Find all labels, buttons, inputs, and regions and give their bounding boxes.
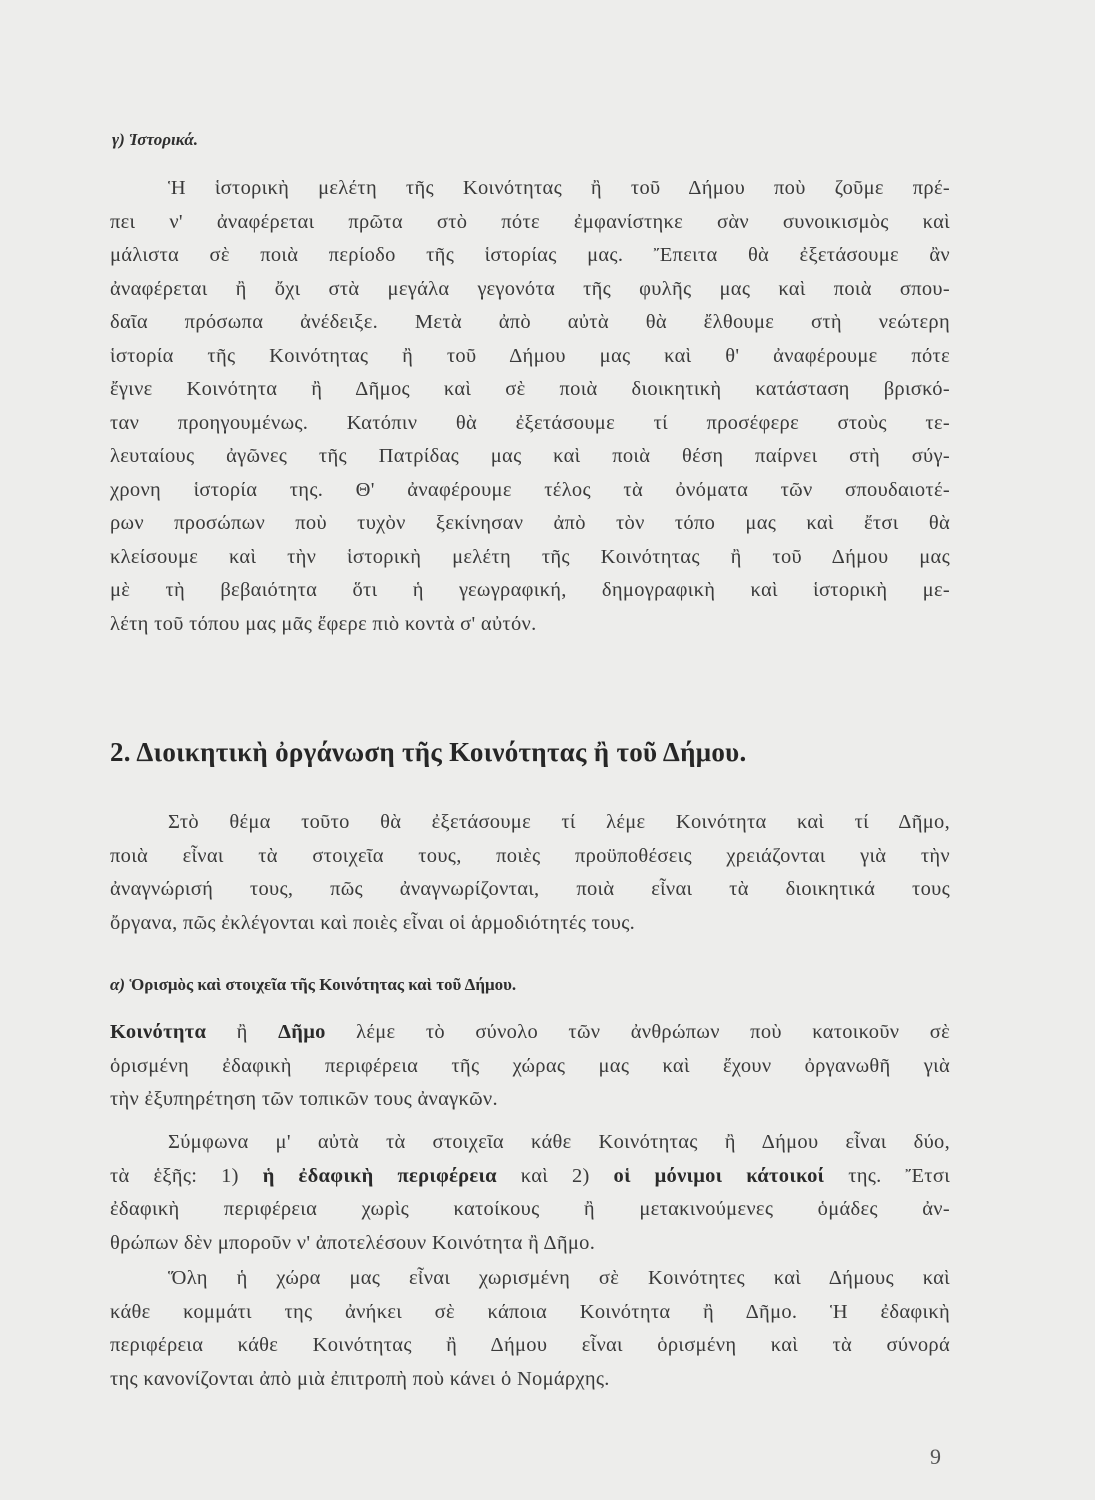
elements-paragraph bbox=[110, 1126, 950, 1260]
text-line: λευταίους ἀγῶνες τῆς Πατρίδας μας καὶ ποιὰ θέση παίρνει στὴ σύγ- bbox=[110, 445, 950, 467]
text-line: μὲ τὴ βεβαιότητα ὅτι ἡ γεωγραφική, δημογραφικὴ καὶ ἱστορικὴ με- bbox=[110, 579, 950, 601]
section-label: γ) bbox=[112, 130, 125, 149]
intro-paragraph bbox=[110, 806, 950, 940]
text-line: περιφέρεια κάθε Κοινότητας ἢ Δήμου εἶναι ὁρισμένη καὶ τὰ σύνορά bbox=[110, 1334, 950, 1356]
subsection-title: Ὁρισμὸς καὶ στοιχεῖα τῆς Κοινότητας καὶ τοῦ Δήμου. bbox=[129, 975, 517, 994]
text-line: ἀναγνώρισή τους, πῶς ἀναγνωρίζονται, ποιὰ εἶναι τὰ διοικητικά τους bbox=[110, 878, 950, 900]
text-line: Στὸ θέμα τοῦτο θὰ ἐξετάσουμε τί λέμε Κοινότητα καὶ τί Δῆμο, bbox=[168, 811, 950, 833]
text-line: ταν προηγουμένως. Κατόπιν θὰ ἐξετάσουμε τί προσέφερε στοὺς τε- bbox=[110, 411, 950, 434]
closing-paragraph bbox=[110, 1262, 950, 1396]
text-line: Κοινότητα ἢ Δῆμο λέμε τὸ σύνολο τῶν ἀνθρώπων ποὺ κατοικοῦν σὲ bbox=[110, 1021, 950, 1043]
text-line: ρων προσώπων ποὺ τυχὸν ξεκίνησαν ἀπὸ τὸν τόπο μας καὶ ἔτσι θὰ bbox=[110, 512, 950, 534]
text-line: Ἡ ἱστορικὴ μελέτη τῆς Κοινότητας ἢ τοῦ Δήμου ποὺ ζοῦμε πρέ- bbox=[168, 177, 950, 199]
text-line: κάθε κομμάτι της ἀνήκει σὲ κάποια Κοινότητα ἢ Δῆμο. Ἡ ἐδαφικὴ bbox=[110, 1300, 950, 1323]
text-line: Ὅλη ἡ χώρα μας εἶναι χωρισμένη σὲ Κοινότητες καὶ Δήμους καὶ bbox=[168, 1267, 950, 1289]
text-line: πει ν' ἀναφέρεται πρῶτα στὸ πότε ἐμφανίστηκε σὰν συνοικισμὸς καὶ bbox=[110, 210, 950, 233]
page-number: 9 bbox=[930, 1444, 941, 1469]
text-line: ἱστορία τῆς Κοινότητας ἢ τοῦ Δήμου μας καὶ θ' ἀναφέρουμε πότε bbox=[110, 344, 950, 367]
text-line: ποιὰ εἶναι τὰ στοιχεῖα τους, ποιὲς προϋποθέσεις χρειάζονται γιὰ τὴν bbox=[110, 844, 950, 867]
text-line: χρονη ἱστορία της. Θ' ἀναφέρουμε τέλος τὰ ὀνόματα τῶν σπουδαιοτέ- bbox=[110, 478, 950, 501]
term-municipality: Δῆμο bbox=[278, 1021, 326, 1043]
text-line: μάλιστα σὲ ποιὰ περίοδο τῆς ἱστορίας μας. Ἔπειτα θὰ ἐξετάσουμε ἂν bbox=[110, 244, 950, 266]
text-line: λέτη τοῦ τόπου μας μᾶς ἔφερε πιὸ κοντὰ σ' αὐτόν. bbox=[110, 612, 537, 635]
subsection-heading bbox=[110, 975, 516, 995]
section-heading-historical bbox=[112, 130, 198, 150]
text-line: τὴν ἐξυπηρέτηση τῶν τοπικῶν τους ἀναγκῶν. bbox=[110, 1088, 498, 1110]
text-line: ἐδαφικὴ περιφέρεια χωρὶς κατοίκους ἢ μετακινούμενες ὁμάδες ἀν- bbox=[110, 1198, 950, 1220]
chapter-number: 2. bbox=[110, 737, 131, 767]
section-title: Ἱστορικά. bbox=[128, 130, 199, 149]
text-line: ἔγινε Κοινότητα ἢ Δῆμος καὶ σὲ ποιὰ διοικητικὴ κατάσταση βρισκό- bbox=[110, 378, 950, 400]
text-line: ὁρισμένη ἐδαφικὴ περιφέρεια τῆς χώρας μας καὶ ἔχουν ὀργανωθῆ γιὰ bbox=[110, 1054, 950, 1077]
text-line: ἀναφέρεται ἢ ὄχι στὰ μεγάλα γεγονότα τῆς φυλῆς μας καὶ ποιὰ σπου- bbox=[110, 277, 950, 300]
text-line: Σύμφωνα μ' αὐτὰ τὰ στοιχεῖα κάθε Κοινότητας ἢ Δήμου εἶναι δύο, bbox=[168, 1131, 950, 1153]
text-line: τὰ ἑξῆς: 1) ἡ ἐδαφικὴ περιφέρεια καὶ 2) οἱ μόνιμοι κάτοικοί της. Ἔτσι bbox=[110, 1164, 951, 1187]
text-line: κλείσουμε καὶ τὴν ἱστορικὴ μελέτη τῆς Κοινότητας ἢ τοῦ Δήμου μας bbox=[110, 545, 950, 568]
term-community: Κοινότητα bbox=[110, 1021, 207, 1043]
subsection-label: α) bbox=[110, 975, 126, 994]
text-line: δαῖα πρόσωπα ἀνέδειξε. Μετὰ ἀπὸ αὐτὰ θὰ ἔλθουμε στὴ νεώτερη bbox=[110, 311, 950, 333]
text-line: ὄργανα, πῶς ἐκλέγονται καὶ ποιὲς εἶναι οἱ ἁρμοδιότητές τους. bbox=[110, 911, 636, 934]
historical-paragraph bbox=[110, 172, 950, 641]
element-territory: ἡ ἐδαφικὴ περιφέρεια bbox=[262, 1164, 497, 1187]
text-line: θρώπων δὲν μποροῦν ν' ἀποτελέσουν Κοινότητα ἢ Δῆμο. bbox=[110, 1231, 596, 1254]
chapter-title: Διοικητικὴ ὀργάνωση τῆς Κοινότητας ἢ τοῦ Δήμου. bbox=[136, 737, 747, 767]
chapter-heading bbox=[110, 737, 747, 768]
definition-paragraph bbox=[110, 1016, 950, 1117]
text-line: της κανονίζονται ἀπὸ μιὰ ἐπιτροπὴ ποὺ κάνει ὁ Νομάρχης. bbox=[110, 1367, 610, 1390]
element-residents: οἱ μόνιμοι κάτοικοί bbox=[613, 1164, 825, 1187]
